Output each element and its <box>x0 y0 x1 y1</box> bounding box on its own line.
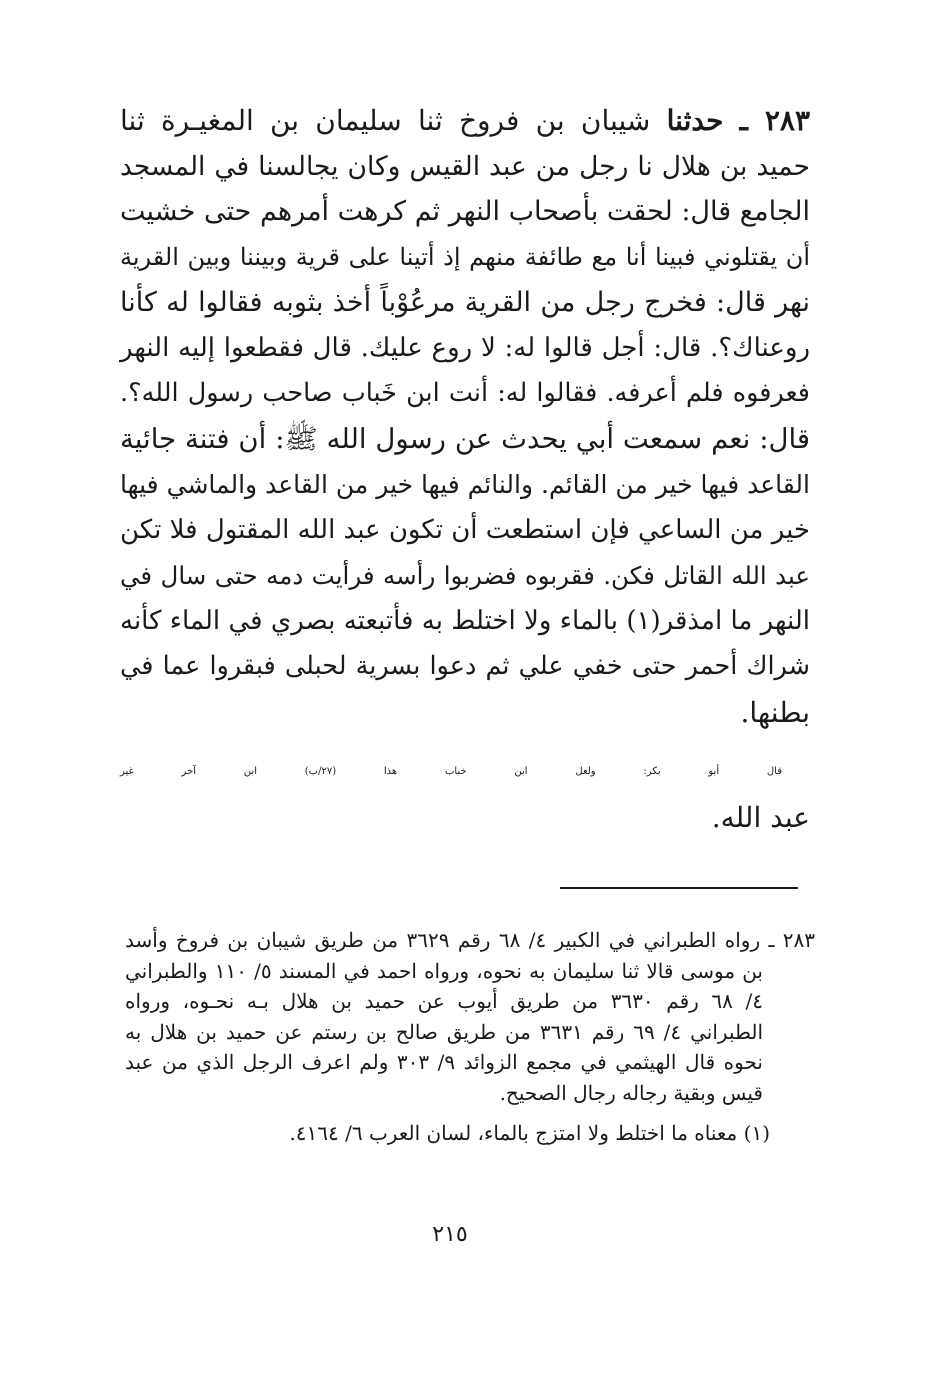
footnote-marker: ٢٨٣ ـ <box>768 928 816 952</box>
hadith-line: القاعد فيها خير من القائم. والنائم فيها خير من القاعد والماشي فيها <box>120 470 810 499</box>
comment-line: قال أبو بكر: ولعل ابن خباب هذا (٢٧/ب) ابن آخر غير <box>120 766 782 777</box>
footnotes <box>125 925 815 1149</box>
hadith-line: نهر قال: فخرج رجل من القرية مرعُوْباً أخذ بثوبه فقالوا له كأنا <box>120 287 810 318</box>
footnote-1: (١) معناه ما اختلط ولا امتزج بالماء، لسان العرب ٦/ ٤١٦٤. <box>289 1121 770 1145</box>
hadith-line: عبد الله القاتل فكن. فقربوه فضربوا رأسه فرأيت دمه حتى سال في <box>120 561 810 590</box>
hadith-number: ٢٨٣ ـ <box>739 104 810 137</box>
paragraph-spacer <box>120 735 810 749</box>
page-number: ٢١٥ <box>432 1222 468 1247</box>
footnote-line: ٤/ ٦٨ رقم ٣٦٣٠ من طريق أيوب عن حميد بن هلال بـه نحـوه، ورواه <box>125 989 763 1013</box>
footnote-line: قيس وبقية رجاله رجال الصحيح. <box>499 1080 763 1105</box>
hadith-line: حميد بن هلال نا رجل من عبد القيس وكان يجالسنا في المسجد <box>120 150 810 182</box>
hadith-line: النهر ما امذقر(١) بالماء ولا اختلط به فأتبعته بصري في الماء كأنه <box>120 605 810 636</box>
footnote-line: رواه الطبراني في الكبير ٤/ ٦٨ رقم ٣٦٢٩ من طريق شيبان بن فروخ وأسد <box>125 928 761 952</box>
hadith-first-line <box>120 98 810 144</box>
hadith-line: روعناك؟. قال: أجل قالوا له: لا روع عليك. قال فقطعوا إليه النهر <box>120 332 810 363</box>
footnote-first-line <box>125 925 815 956</box>
footnote-line: نحوه قال الهيثمي في مجمع الزوائد ٩/ ٣٠٣ ولم اعرف الرجل الذي من عبد <box>125 1050 763 1074</box>
hadith-line: بطنها. <box>740 695 810 729</box>
hadith-line: أن يقتلوني فبينا أنا مع طائفة منهم إذ أتينا على قرية وبيننا وبين القرية <box>120 242 810 271</box>
hadith-text <box>120 98 810 840</box>
hadith-line: الجامع قال: لحقت بأصحاب النهر ثم كرهت أمرهم حتى خشيت <box>120 196 810 227</box>
footnote-line: الطبراني ٤/ ٦٩ رقم ٣٦٣١ من طريق صالح بن رستم عن حميد بن هلال به <box>125 1019 763 1044</box>
hadith-line: خير من الساعي فإن استطعت أن تكون عبد الله المقتول فلا تكن <box>119 514 810 545</box>
hadith-line: قال: نعم سمعت أبي يحدث عن رسول الله ﷺ: أن فتنة جائية <box>120 422 810 455</box>
footnote-283 <box>125 925 815 1108</box>
hadith-line: شيبان بن فروخ ثنا سليمان بن المغيـرة ثنا <box>120 104 651 137</box>
footnote-separator <box>560 887 798 889</box>
comment-line: عبد الله. <box>711 800 810 834</box>
hadith-line: شراك أحمر حتى خفي علي ثم دعوا بسرية لحبلى فبقروا عما في <box>120 651 810 681</box>
footnote-line: بن موسى قالا ثنا سليمان به نحوه، ورواه احمد في المسند ٥/ ١١٠ والطبراني <box>125 958 763 983</box>
hadith-line: فعرفوه فلم أعرفه. فقالوا له: أنت ابن خَباب صاحب رسول الله؟. <box>120 378 810 408</box>
hadith-lead-word: حدثنا <box>666 104 724 137</box>
